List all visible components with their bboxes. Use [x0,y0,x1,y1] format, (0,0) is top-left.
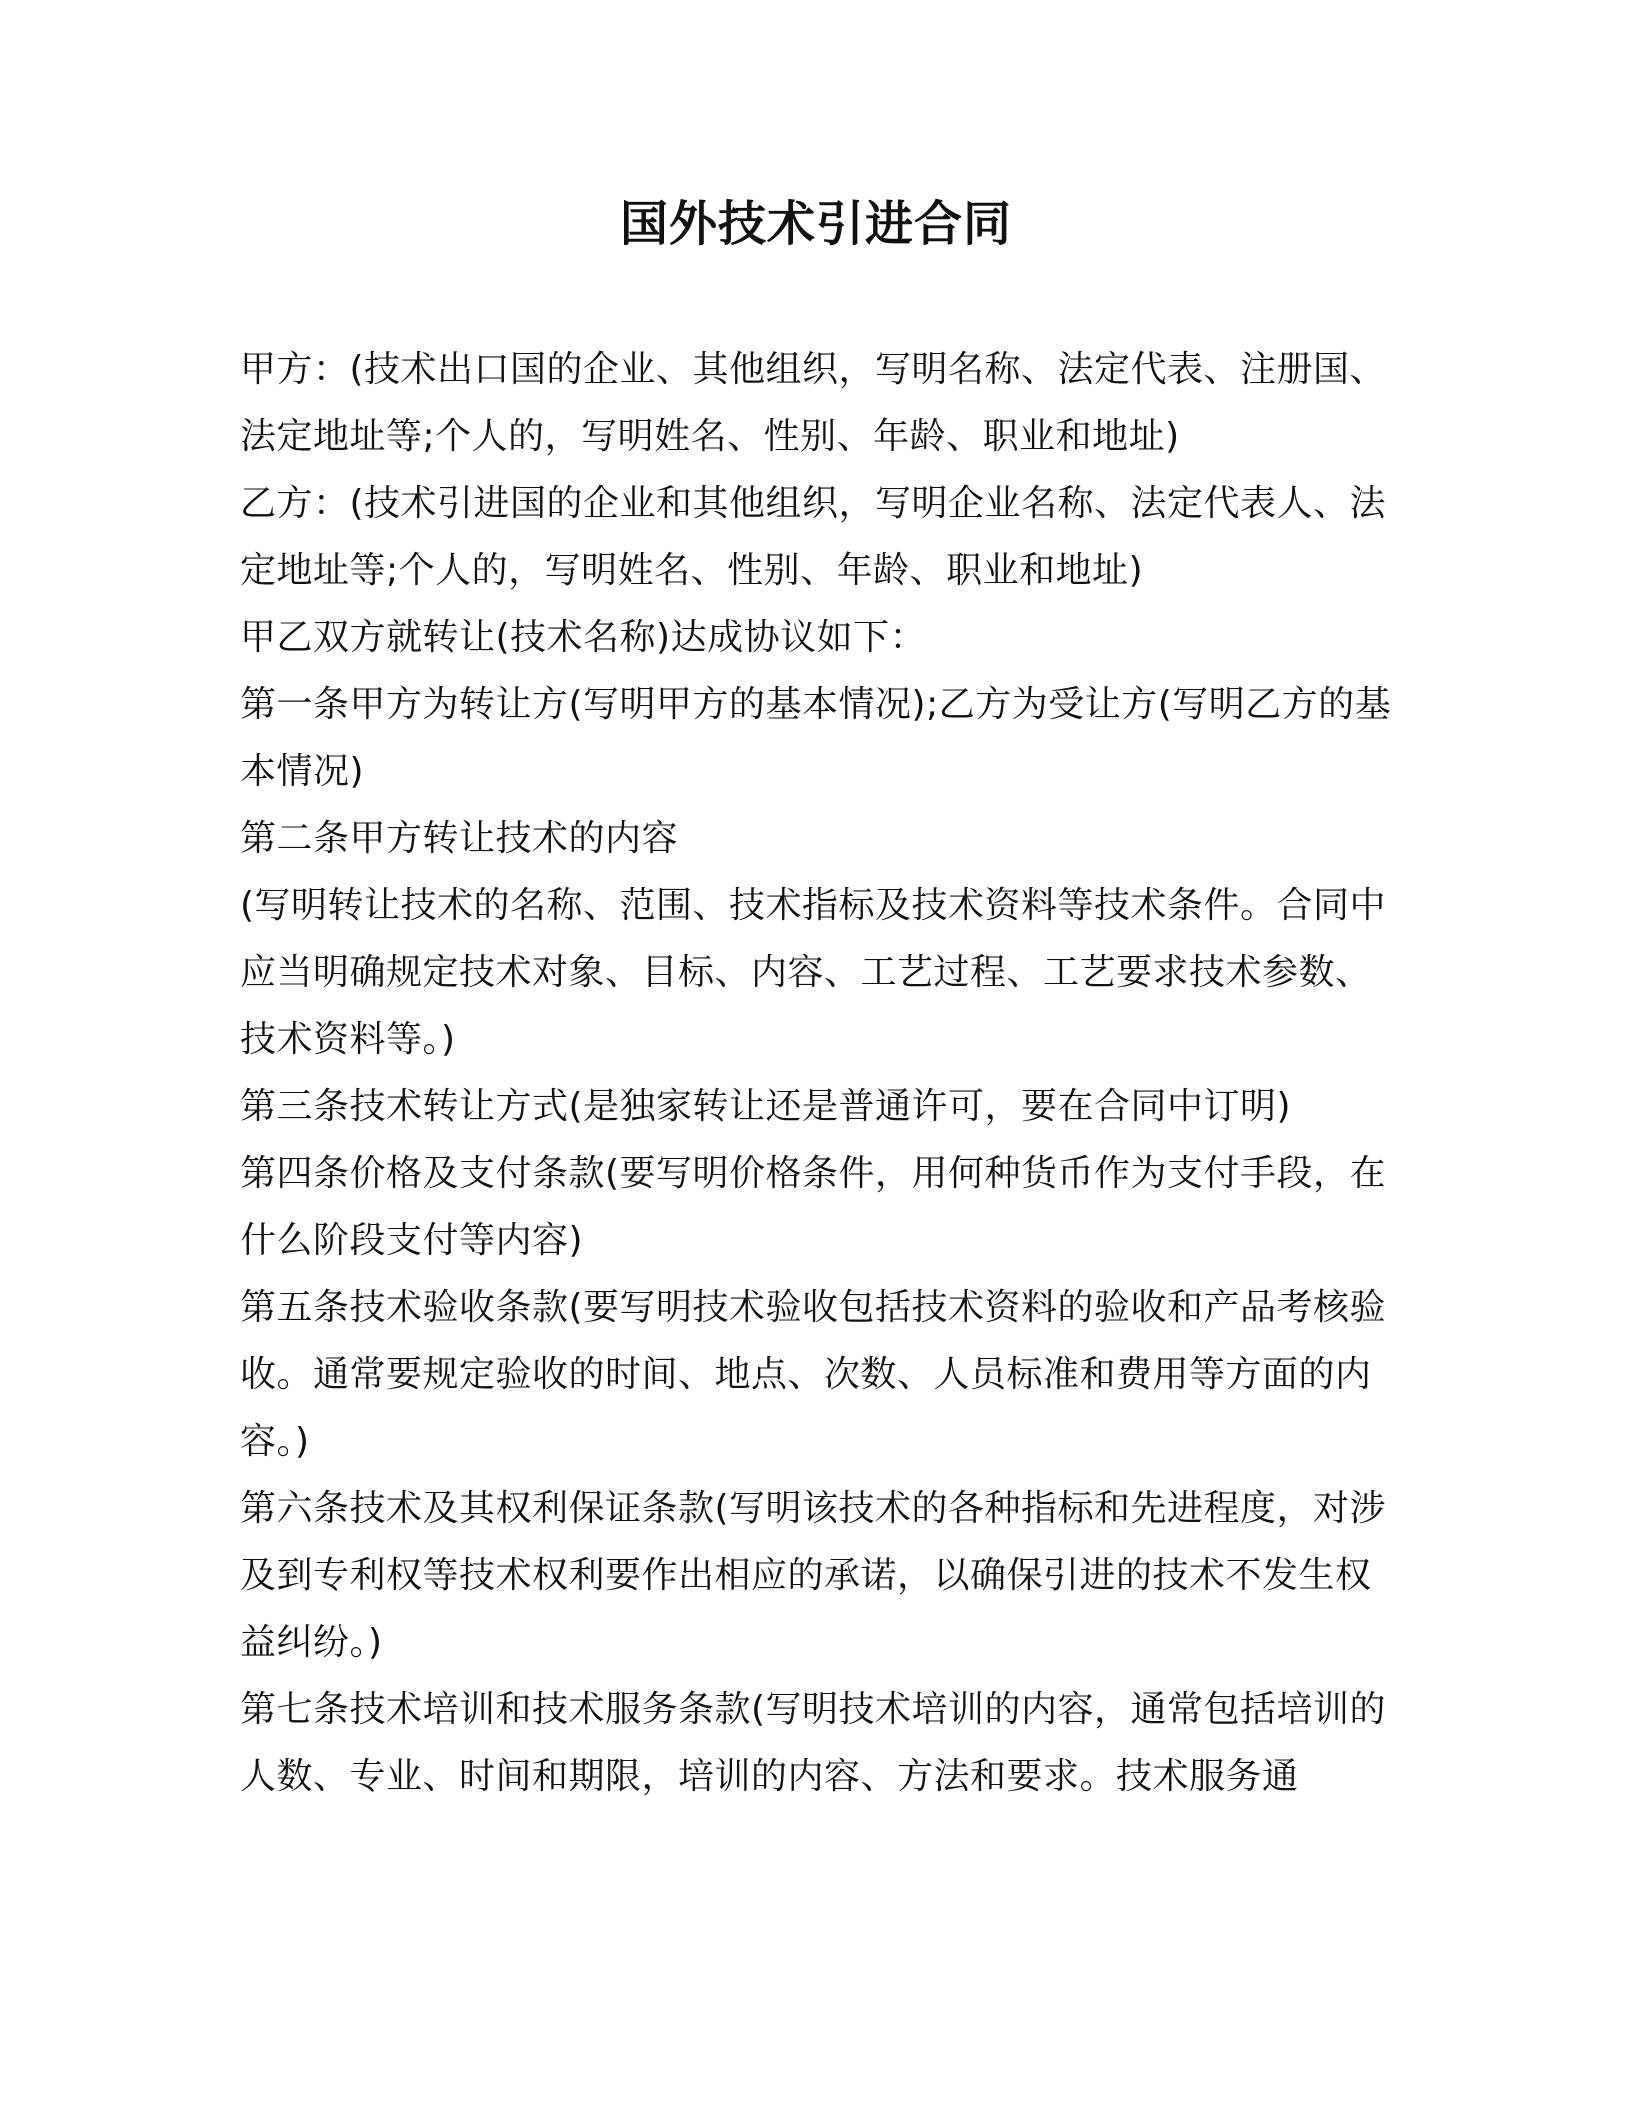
party-a-paragraph: 甲方：(技术出口国的企业、其他组织，写明名称、法定代表、注册国、法定地址等;个人的，写明姓名、性别、年龄、职业和地址) [240,349,1387,457]
article-6-paragraph: 第六条技术及其权利保证条款(写明该技术的各种指标和先进程度，对涉及到专利权等技术权利要作出相应的承诺，以确保引进的技术不发生权益纠纷。) [240,1488,1387,1663]
agreement-intro-paragraph: 甲乙双方就转让(技术名称)达成协议如下： [240,617,927,658]
article-1-paragraph: 第一条甲方为转让方(写明甲方的基本情况);乙方为受让方(写明乙方的基本情况) [240,684,1392,792]
party-b-paragraph: 乙方：(技术引进国的企业和其他组织，写明企业名称、法定代表人、法定地址等;个人的，写明姓名、性别、年龄、职业和地址) [240,483,1387,591]
article-7-paragraph: 第七条技术培训和技术服务条款(写明技术培训的内容，通常包括培训的人数、专业、时间和期限，培训的内容、方法和要求。技术服务通 [240,1689,1387,1797]
article-4-paragraph: 第四条价格及支付条款(要写明价格条件，用何种货币作为支付手段，在什么阶段支付等内容) [240,1153,1387,1261]
article-3-paragraph: 第三条技术转让方式(是独家转让还是普通许可，要在合同中订明) [240,1086,1292,1127]
article-2-heading: 第二条甲方转让技术的内容 [240,818,679,859]
article-5-paragraph: 第五条技术验收条款(要写明技术验收包括技术资料的验收和产品考核验收。通常要规定验收的时间、地点、次数、人员标准和费用等方面的内容。) [240,1287,1387,1462]
document-body [240,336,1400,1810]
article-2-details-paragraph: (写明转让技术的名称、范围、技术指标及技术资料等技术条件。合同中应当明确规定技术对象、目标、内容、工艺过程、工艺要求技术参数、技术资料等。) [240,885,1387,1060]
document-title: 国外技术引进合同 [619,196,1012,252]
